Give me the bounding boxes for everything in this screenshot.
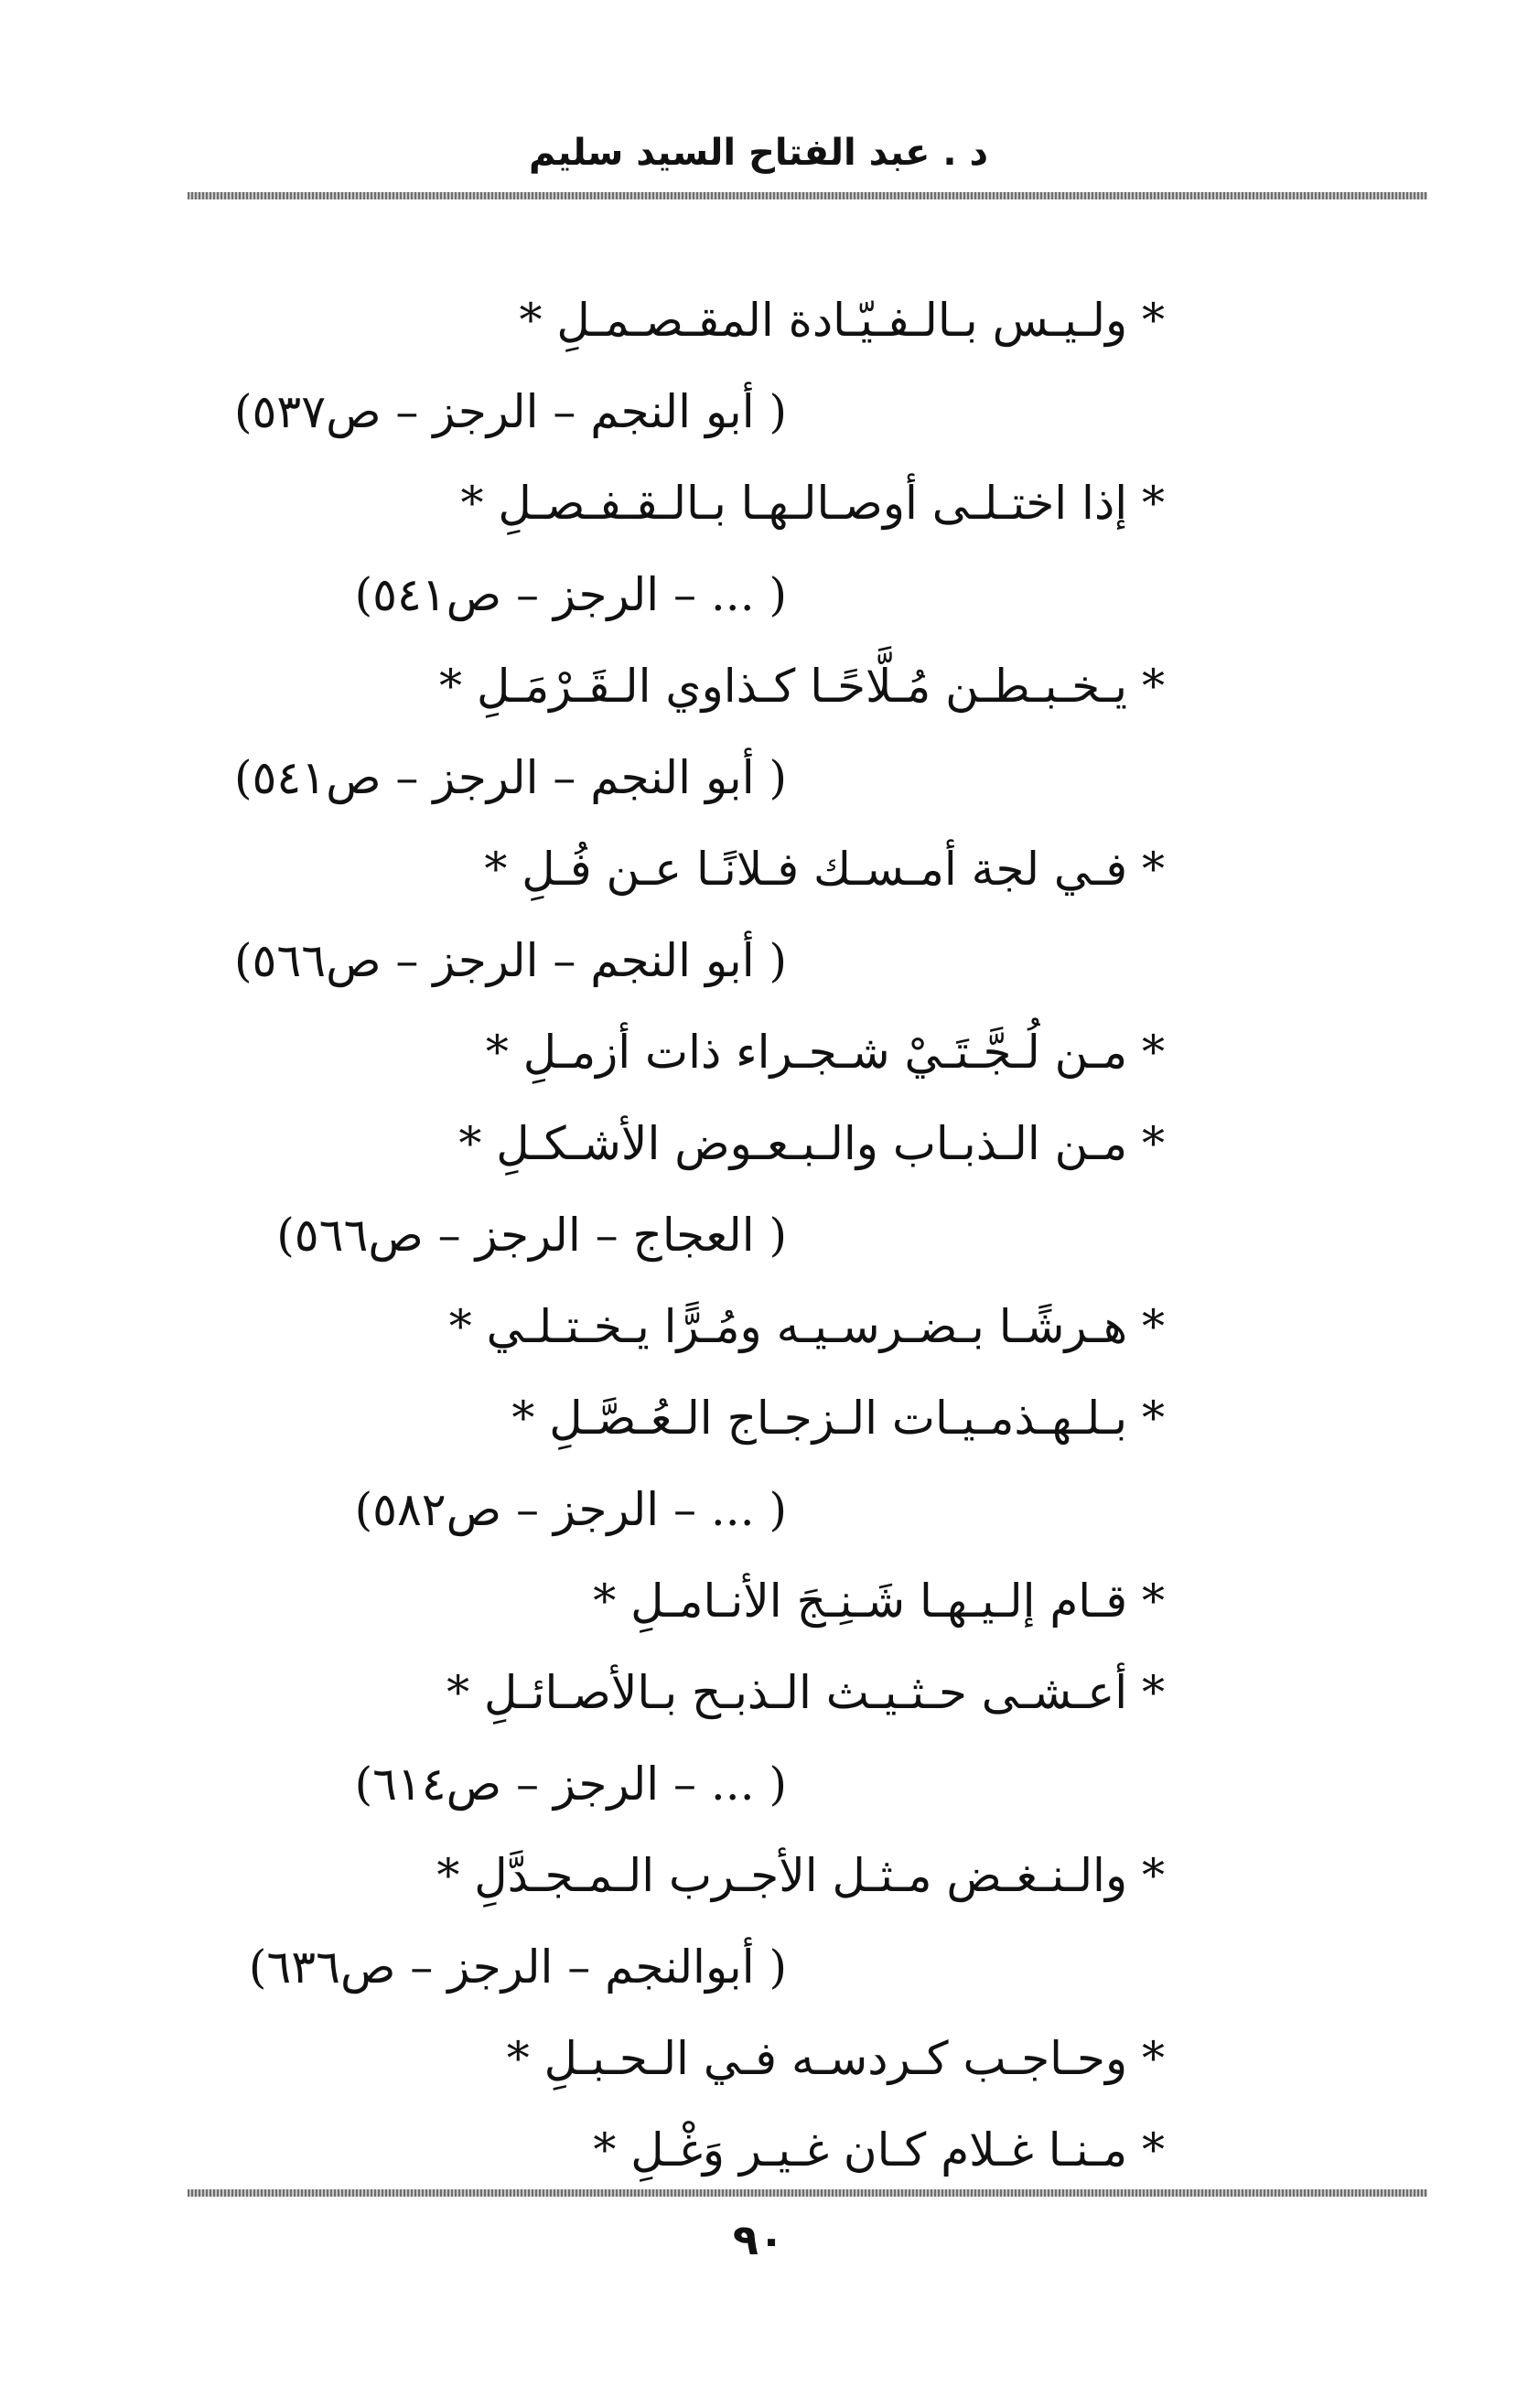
citation-text: ( أبو النجم – الرجز – ص٥٤١)	[233, 751, 787, 804]
verse-text: * والـنـغـض مـثـل الأجـرب الـمـجـدَّلِ *	[436, 1849, 1165, 1902]
citation-line	[0, 1464, 1517, 1555]
verse-text: * وحـاجـب كـردسـه فـي الـحـبـلِ *	[506, 2032, 1165, 2085]
running-header-author: د . عبد الفتاح السيد سليم	[528, 132, 989, 174]
citation-text: ( أبو النجم – الرجز – ص٥٣٧)	[233, 385, 787, 438]
verse-line	[0, 1006, 1517, 1098]
citation-line	[0, 915, 1517, 1006]
verse-text: * مـن لُـجَّـتَـيْ شـجـراء ذات أزمـلِ *	[485, 1026, 1165, 1079]
citation-text: ( أبوالنجم – الرجز – ص٦٣٦)	[248, 1940, 787, 1994]
verse-text: * هـرشًـا بـضـرسـيـه ومُـرًّا يـخـتـلـي *	[448, 1300, 1165, 1353]
verse-line	[0, 1281, 1517, 1372]
citation-line	[0, 1921, 1517, 2013]
citation-line	[0, 549, 1517, 640]
verse-line	[0, 1555, 1517, 1647]
citation-line	[0, 1189, 1517, 1281]
citation-text: ( ... – الرجز – ص٥٤١)	[354, 568, 787, 621]
footer-rule	[188, 2189, 1427, 2197]
citation-text: ( أبو النجم – الرجز – ص٥٦٦)	[233, 934, 787, 987]
citation-line	[0, 366, 1517, 457]
citation-line	[0, 732, 1517, 823]
page-number: ٩٠	[732, 2215, 785, 2264]
verse-line	[0, 1647, 1517, 1738]
verse-line	[0, 823, 1517, 915]
verse-text: * بـلـهـذمـيـات الـزجـاج الـعُـصَّـلِ *	[511, 1392, 1165, 1445]
verse-text: * فـي لجة أمـسـك فـلانًـا عـن فُـلِ *	[484, 843, 1165, 896]
verse-text: * قـام إلـيـهـا شَـنِـجَ الأنـامـلِ *	[593, 1575, 1165, 1628]
verse-text: * مـن الـذبـاب والـبـعـوض الأشـكـلِ *	[458, 1117, 1165, 1170]
citation-text: ( ... – الرجز – ص٦١٤)	[354, 1758, 787, 1811]
verse-line	[0, 1098, 1517, 1189]
verse-line	[0, 2013, 1517, 2104]
header-rule	[188, 192, 1427, 199]
verse-line	[0, 640, 1517, 732]
verse-text: * إذا اختـلـى أوصـالـهـا بـالـقـفـصـلِ *	[460, 477, 1165, 530]
citation-text: ( العجاج – الرجز – ص٥٦٦)	[276, 1209, 787, 1262]
verse-line	[0, 1372, 1517, 1464]
verse-line	[0, 457, 1517, 549]
verse-line	[0, 2104, 1517, 2196]
verse-text: * أعـشـى حـثـيـث الـذبـح بـالأصـائـلِ *	[446, 1666, 1165, 1719]
verse-line	[0, 1830, 1517, 1921]
verse-text: * ولـيـس بـالـفـيّـادة المقـصـمـلِ *	[519, 294, 1165, 347]
verse-text: * مـنـا غـلام كـان غـيـر وَغْـلِ *	[593, 2123, 1165, 2177]
verse-line	[0, 274, 1517, 366]
verse-text: * يـخـبـطـن مُـلَّاحًـا كـذاوي الـقَـرْمَـلِ *	[439, 660, 1165, 713]
citation-line	[0, 1738, 1517, 1830]
citation-text: ( ... – الرجز – ص٥٨٢)	[354, 1483, 787, 1536]
